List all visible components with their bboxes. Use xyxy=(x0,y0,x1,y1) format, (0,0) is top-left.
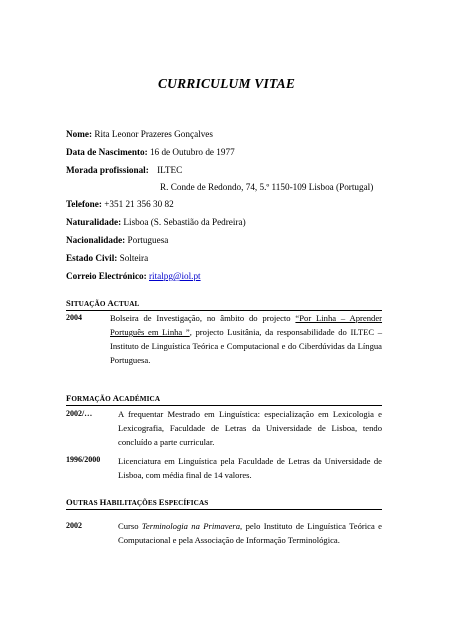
birthplace-row xyxy=(66,216,246,228)
address-line2: R. Conde de Redondo, 74, 5.º 1150-109 Lisboa (Portugal) xyxy=(160,182,374,192)
email-row xyxy=(66,270,201,282)
section-divider xyxy=(66,405,382,406)
address-row xyxy=(66,164,182,176)
birth-label: Data de Nascimento: xyxy=(66,147,148,157)
entry-year: 2004 xyxy=(66,313,82,322)
entry-year: 1996/2000 xyxy=(66,455,101,464)
email-link[interactable]: ritalpg@iol.pt xyxy=(149,271,201,281)
entry-text: Licenciatura em Linguística pela Faculdade de Letras da Universidade de Lisboa, com média final de 14 valores. xyxy=(118,456,382,480)
civil-label: Estado Civil: xyxy=(66,253,118,263)
section-heading-formacao: FORMAÇÃO ACADÉMICA xyxy=(66,393,161,403)
email-label: Correio Electrónico: xyxy=(66,271,147,281)
civil-row xyxy=(66,252,148,264)
entry-year: 2002 xyxy=(66,521,82,530)
section-heading-situacao: SITUAÇÃO ACTUAL xyxy=(66,298,140,308)
birth-row xyxy=(66,146,235,158)
phone-value: +351 21 356 30 82 xyxy=(104,199,174,209)
entry-text: Bolseira de Investigação, no âmbito do projecto “Por Linha – Aprender Português em Linha ”, projecto Lusitânia, da responsabilidade do ILTEC – Instituto de Linguística Teórica e Computacional e do Ciberdúvidas da Língua Portuguesa. xyxy=(110,313,383,365)
entry-text: A frequentar Mestrado em Linguística: especialização em Lexicologia e Lexicografia, Faculdade de Letras da Universidade de Lisboa, tendo concluído a parte curricular. xyxy=(118,409,382,447)
section-divider xyxy=(66,509,382,510)
birthplace-value: Lisboa (S. Sebastião da Pedreira) xyxy=(123,217,246,227)
entry-text: Curso Terminologia na Primavera, pelo Instituto de Linguística Teórica e Computacional e pela Associação de Informação Terminológica. xyxy=(118,521,382,545)
document-title: CURRICULUM VITAE xyxy=(157,76,296,91)
civil-value: Solteira xyxy=(119,253,149,263)
section-heading-outras: OUTRAS HABILITAÇÕES ESPECÍFICAS xyxy=(66,497,209,507)
name-row xyxy=(66,128,213,140)
name-label: Nome: xyxy=(66,129,93,139)
project-link[interactable]: “Por Linha – Aprender Português em Linha ” xyxy=(110,313,383,337)
address-label: Morada profissional: xyxy=(66,165,149,175)
address-line1: ILTEC xyxy=(157,165,183,175)
birthplace-label: Naturalidade: xyxy=(66,217,122,227)
name-value: Rita Leonor Prazeres Gonçalves xyxy=(94,129,213,139)
nationality-row xyxy=(66,234,168,246)
entry-year: 2002/… xyxy=(66,409,93,418)
birth-value: 16 de Outubro de 1977 xyxy=(149,147,235,157)
phone-label: Telefone: xyxy=(66,199,102,209)
nationality-label: Nacionalidade: xyxy=(66,235,126,245)
nationality-value: Portuguesa xyxy=(127,235,169,245)
phone-row xyxy=(66,198,174,210)
